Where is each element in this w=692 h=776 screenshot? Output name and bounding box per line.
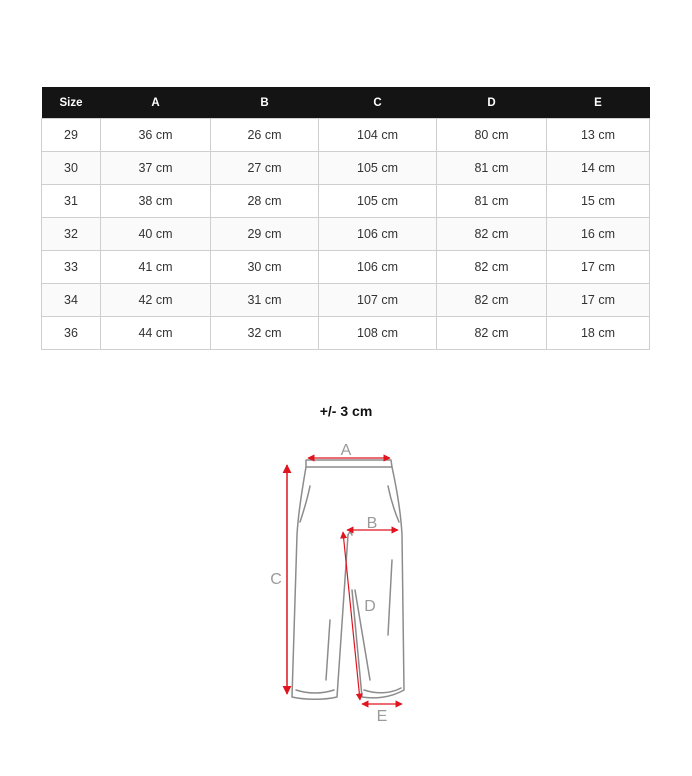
table-cell: 44 cm (101, 317, 211, 350)
trousers-measurement-diagram (260, 430, 430, 730)
table-cell: 80 cm (437, 119, 547, 152)
table-cell: 33 (42, 251, 101, 284)
tolerance-note: +/- 3 cm (319, 403, 373, 419)
table-cell: 81 cm (437, 185, 547, 218)
waistband (306, 460, 392, 467)
table-cell: 41 cm (101, 251, 211, 284)
table-row (42, 185, 650, 218)
table-cell: 104 cm (319, 119, 437, 152)
header-c: C (319, 87, 437, 119)
measurement-labels (270, 442, 387, 725)
table-cell: 30 (42, 152, 101, 185)
table-cell: 31 cm (211, 284, 319, 317)
table-cell: 28 cm (211, 185, 319, 218)
label-a: A (340, 442, 352, 459)
table-cell: 106 cm (319, 218, 437, 251)
table-cell: 32 cm (211, 317, 319, 350)
table-cell: 105 cm (319, 152, 437, 185)
table-cell: 14 cm (547, 152, 650, 185)
table-cell: 29 cm (211, 218, 319, 251)
table-cell: 108 cm (319, 317, 437, 350)
label-b: B (366, 515, 378, 532)
size-table (41, 87, 650, 350)
table-row (42, 284, 650, 317)
header-d: D (437, 87, 547, 119)
table-cell: 16 cm (547, 218, 650, 251)
left-hem (296, 690, 334, 693)
table-cell: 34 (42, 284, 101, 317)
label-d: D (364, 598, 376, 615)
table-cell: 38 cm (101, 185, 211, 218)
table-cell: 15 cm (547, 185, 650, 218)
table-row (42, 218, 650, 251)
header-e: E (547, 87, 650, 119)
label-c: C (270, 571, 282, 588)
table-cell: 26 cm (211, 119, 319, 152)
table-cell: 36 cm (101, 119, 211, 152)
header-b: B (211, 87, 319, 119)
table-cell: 17 cm (547, 251, 650, 284)
table-cell: 37 cm (101, 152, 211, 185)
right-side-crease (388, 560, 392, 635)
table-cell: 82 cm (437, 284, 547, 317)
table-header-row (42, 87, 650, 119)
table-cell: 82 cm (437, 317, 547, 350)
table-row (42, 317, 650, 350)
table-cell: 105 cm (319, 185, 437, 218)
label-e: E (376, 708, 388, 725)
left-leg-outline (292, 467, 348, 699)
table-cell: 30 cm (211, 251, 319, 284)
header-size: Size (42, 87, 101, 119)
left-crease (326, 620, 330, 680)
table-cell: 18 cm (547, 317, 650, 350)
table-cell: 29 (42, 119, 101, 152)
right-leg-outline (352, 467, 404, 698)
table-cell: 13 cm (547, 119, 650, 152)
table-cell: 106 cm (319, 251, 437, 284)
table-row (42, 152, 650, 185)
table-cell: 82 cm (437, 218, 547, 251)
table-cell: 27 cm (211, 152, 319, 185)
table-cell: 107 cm (319, 284, 437, 317)
table-row (42, 251, 650, 284)
table-cell: 81 cm (437, 152, 547, 185)
table-cell: 31 (42, 185, 101, 218)
table-cell: 32 (42, 218, 101, 251)
table-cell: 36 (42, 317, 101, 350)
crotch-seam (348, 533, 352, 536)
arrow-d (343, 532, 360, 700)
table-cell: 42 cm (101, 284, 211, 317)
header-a: A (101, 87, 211, 119)
right-hem (364, 688, 401, 693)
table-cell: 40 cm (101, 218, 211, 251)
table-row (42, 119, 650, 152)
table-cell: 17 cm (547, 284, 650, 317)
table-cell: 82 cm (437, 251, 547, 284)
